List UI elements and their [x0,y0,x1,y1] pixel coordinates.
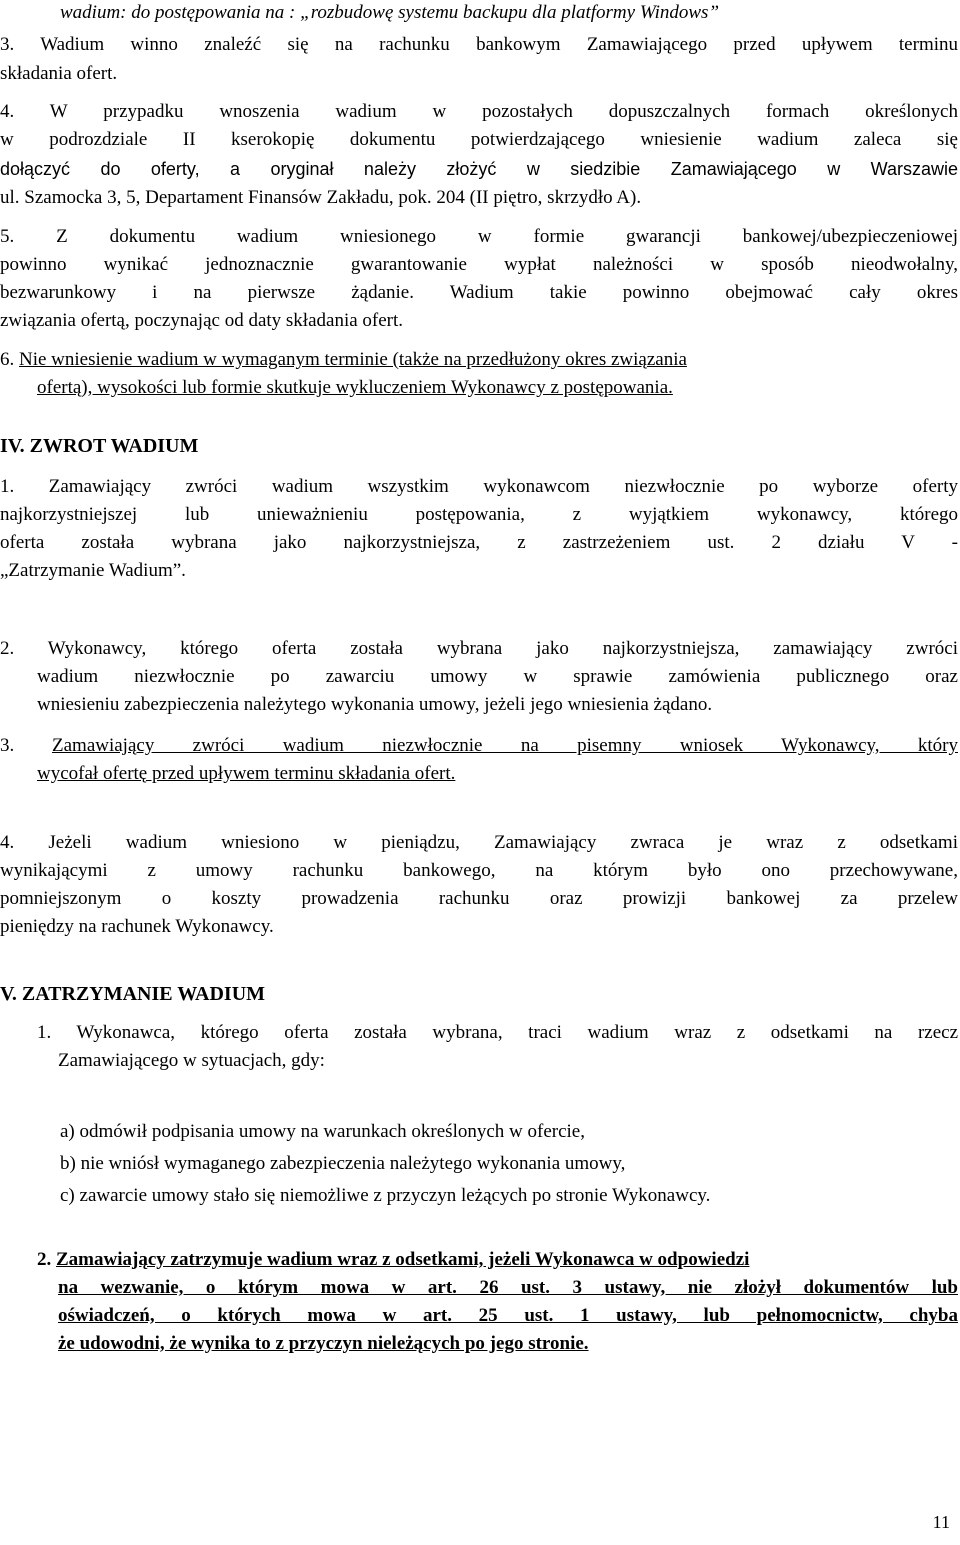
section-v-2-line-2: na wezwanie, o którym mowa w art. 26 ust. 3 ustawy, nie złożył dokumentów lub [58,1277,958,1298]
section-v-2-text-1: Zamawiający zatrzymuje wadium wraz z odsetkami, jeżeli Wykonawca w odpowiedzi [56,1249,750,1270]
paragraph-6-line-2: ofertą), wysokości lub formie skutkuje wykluczeniem Wykonawcy z postępowania. [37,377,673,398]
tender-subject-line: wadium: do postępowania na : „rozbudowę systemu backupu dla platformy Windows” [60,2,720,23]
section-v-2-number: 2. [37,1249,56,1270]
section-iv-4-line-4: pieniędzy na rachunek Wykonawcy. [0,916,274,937]
section-iv-2-line-3: wniesieniu zabezpieczenia należytego wykonania umowy, jeżeli jego wniesienia żądano. [37,694,713,715]
section-v-1-line-2: Zamawiającego w sytuacjach, gdy: [58,1050,325,1071]
section-iv-3-number: 3. [0,735,15,756]
section-iv-1-line-2: najkorzystniejszej lub unieważnieniu postępowania, z wyjątkiem wykonawcy, którego [0,504,958,525]
section-iv-2-line-2: wadium niezwłocznie po zawarciu umowy w sprawie zamówienia publicznego oraz [37,666,958,687]
paragraph-6-number: 6. [0,349,19,370]
paragraph-6-text-1: Nie wniesienie wadium w wymaganym terminie (także na przedłużony okres związania [19,349,687,370]
paragraph-6-line-1 [0,348,958,372]
list-item-c: c) zawarcie umowy stało się niemożliwe z przyczyn leżących po stronie Wykonawcy. [60,1185,711,1206]
paragraph-5-line-2: powinno wynikać jednoznacznie gwarantowanie wypłat należności w sposób nieodwołalny, [0,254,958,275]
section-iv-3-line-2: wycofał ofertę przed upływem terminu składania ofert. [37,763,456,784]
paragraph-3-line-2: składania ofert. [0,63,118,84]
section-iv-2-line-1: 2. Wykonawcy, którego oferta została wybrana jako najkorzystniejsza, zamawiający zwróci [0,638,958,659]
section-iv-4-line-1: 4. Jeżeli wadium wniesiono w pieniądzu, Zamawiający zwraca je wraz z odsetkami [0,832,958,853]
paragraph-5-line-1: 5. Z dokumentu wadium wniesionego w formie gwarancji bankowej/ubezpieczeniowej [0,226,958,247]
paragraph-4-line-3: dołączyć do oferty, a oryginał należy złożyć w siedzibie Zamawiającego w Warszawie [0,159,958,179]
section-iv-4-line-3: pomniejszonym o koszty prowadzenia rachunku oraz prowizji bankowej za przelew [0,888,958,909]
paragraph-4-line-1: 4. W przypadku wnoszenia wadium w pozostałych dopuszczalnych formach określonych [0,101,958,122]
list-item-a: a) odmówił podpisania umowy na warunkach określonych w ofercie, [60,1121,585,1142]
paragraph-5-line-4: związania ofertą, poczynając od daty składania ofert. [0,310,404,331]
section-iv-3-line-1: Zamawiający zwróci wadium niezwłocznie na pisemny wniosek Wykonawcy, który [52,735,958,756]
section-iv-1-line-1: 1. Zamawiający zwróci wadium wszystkim wykonawcom niezwłocznie po wyborze oferty [0,476,958,497]
section-iv-4-line-2: wynikającymi z umowy rachunku bankowego, na którym było ono przechowywane, [0,860,958,881]
paragraph-4-line-4: ul. Szamocka 3, 5, Departament Finansów Zakładu, pok. 204 (II piętro, skrzydło A). [0,187,642,208]
section-v-heading: V. ZATRZYMANIE WADIUM [0,983,266,1005]
paragraph-5-line-3: bezwarunkowy i na pierwsze żądanie. Wadium takie powinno obejmować cały okres [0,282,958,303]
section-iv-1-line-3: oferta została wybrana jako najkorzystniejsza, z zastrzeżeniem ust. 2 działu V - [0,532,958,553]
page-number: 11 [932,1512,950,1532]
section-iv-1-line-4: „Zatrzymanie Wadium”. [0,560,186,581]
list-item-b: b) nie wniósł wymaganego zabezpieczenia należytego wykonania umowy, [60,1153,626,1174]
paragraph-3-line-1: 3. Wadium winno znaleźć się na rachunku bankowym Zamawiającego przed upływem terminu [0,34,958,55]
section-iv-heading: IV. ZWROT WADIUM [0,435,199,457]
section-v-1-line-1: 1. Wykonawca, którego oferta została wybrana, traci wadium wraz z odsetkami na rzecz [37,1022,958,1043]
section-v-2-line-4: że udowodni, że wynika to z przyczyn nieleżących po jego stronie. [58,1333,589,1354]
section-v-2-line-3: oświadczeń, o których mowa w art. 25 ust. 1 ustawy, lub pełnomocnictw, chyba [58,1305,958,1326]
paragraph-4-line-2: w podrozdziale II kserokopię dokumentu potwierdzającego wniesienie wadium zaleca się [0,129,958,150]
section-v-2-line-1 [37,1248,958,1272]
